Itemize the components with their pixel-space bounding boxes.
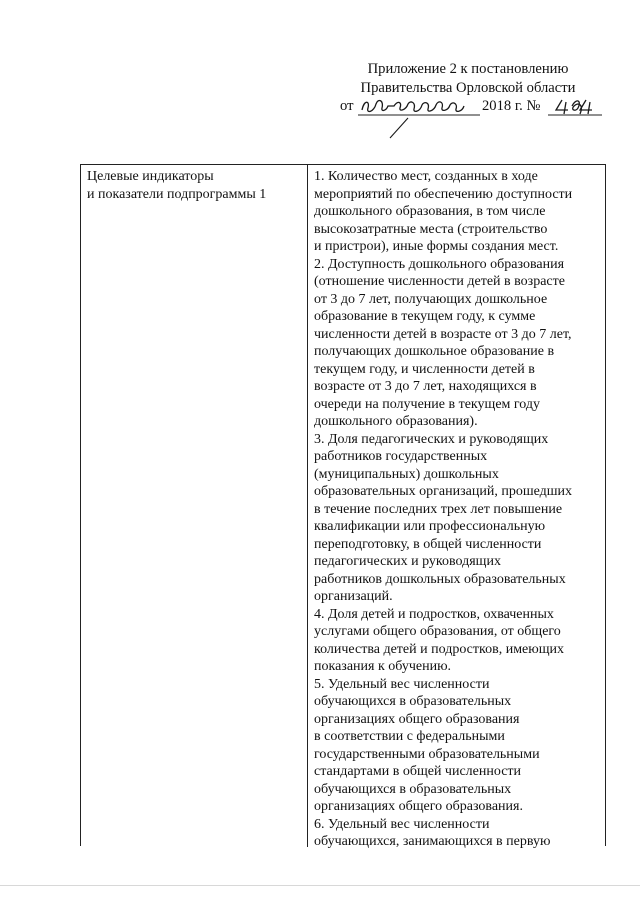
indicator-text-line: дошкольного образования).	[314, 414, 478, 429]
indicator-text-line: 4. Доля детей и подростков, охваченных	[314, 606, 554, 622]
indicator-text-line: (отношение численности детей в возрасте	[314, 274, 565, 289]
indicator-text-line: численности детей в возрасте от 3 до 7 лет,	[314, 326, 572, 342]
indicator-text-line: мероприятий по обеспечению доступности	[314, 186, 573, 202]
indicators-list-cell	[314, 168, 606, 851]
indicator-text-line: очереди на получение в текущем году	[314, 396, 541, 412]
indicator-text-line: квалификации или профессиональную	[314, 519, 546, 534]
indicator-text-line: услугами общего образования, от общего	[314, 624, 561, 639]
indicator-text-line: возрасте от 3 до 7 лет, находящихся в	[314, 379, 537, 394]
indicator-text-line: от 3 до 7 лет, получающих дошкольное	[314, 291, 548, 307]
indicators-table	[80, 164, 606, 849]
indicators-label-cell	[87, 168, 302, 203]
indicator-text-line: образовательных организаций, прошедших	[314, 484, 573, 499]
indicator-text-line: 5. Удельный вес численности	[314, 676, 490, 692]
year-label: 2018 г. №	[482, 98, 541, 114]
column-divider	[307, 165, 308, 847]
indicator-text-line: дошкольного образования, в том числе	[314, 204, 546, 219]
date-prefix: от	[340, 98, 354, 114]
indicator-text-line: в соответствии с федеральными	[314, 729, 505, 744]
indicator-text-line: текущем году, и численности детей в	[314, 361, 535, 377]
indicator-text-line: высокозатратные места (строительство	[314, 221, 548, 237]
indicator-text-line: и пристрои), иные формы создания мест.	[314, 239, 559, 254]
appendix-government: Правительства Орловской области	[360, 80, 576, 96]
indicator-text-line: переподготовку, в общей численности	[314, 536, 542, 552]
indicator-text-line: организациях общего образования	[314, 711, 520, 727]
indicator-text-line: образование в текущем году, к сумме	[314, 309, 536, 324]
indicator-text-line: организациях общего образования.	[314, 799, 523, 814]
indicator-text-line: 3. Доля педагогических и руководящих	[314, 431, 549, 447]
appendix-title: Приложение 2 к постановлению	[367, 61, 569, 77]
indicator-text-line: государственными образовательными	[314, 746, 540, 762]
indicator-text-line: 1. Количество мест, созданных в ходе	[314, 169, 538, 184]
indicator-text-line: (муниципальных) дошкольных	[314, 466, 499, 482]
indicator-text-line: обучающихся, занимающихся в первую	[314, 834, 551, 849]
resolution-date-number	[340, 96, 610, 122]
indicator-text-line: обучающихся в образовательных	[314, 694, 512, 709]
indicator-text-line: стандартами в общей численности	[314, 764, 522, 779]
indicator-text-line: 6. Удельный вес численности	[314, 816, 490, 832]
indicator-text-line: показания к обучению.	[314, 659, 452, 674]
indicator-text-line: количества детей и подростков, имеющих	[314, 641, 565, 657]
indicator-text-line: работников государственных	[314, 449, 488, 464]
page-bottom-rule	[0, 885, 640, 886]
indicator-text-line: обучающихся в образовательных	[314, 781, 512, 797]
label-line-1: Целевые индикаторы	[87, 169, 214, 184]
indicator-text-line: 2. Доступность дошкольного образования	[314, 256, 565, 272]
label-line-2: и показатели подпрограммы 1	[87, 186, 267, 202]
appendix-header	[338, 60, 598, 98]
indicator-text-line: в течение последних трех лет повышение	[314, 501, 563, 517]
indicator-text-line: получающих дошкольное образование в	[314, 344, 555, 359]
handwritten-signature-marks	[340, 96, 610, 156]
indicator-text-line: организаций.	[314, 589, 393, 604]
indicator-text-line: работников дошкольных образовательных	[314, 571, 566, 587]
indicator-text-line: педагогических и руководящих	[314, 554, 501, 569]
